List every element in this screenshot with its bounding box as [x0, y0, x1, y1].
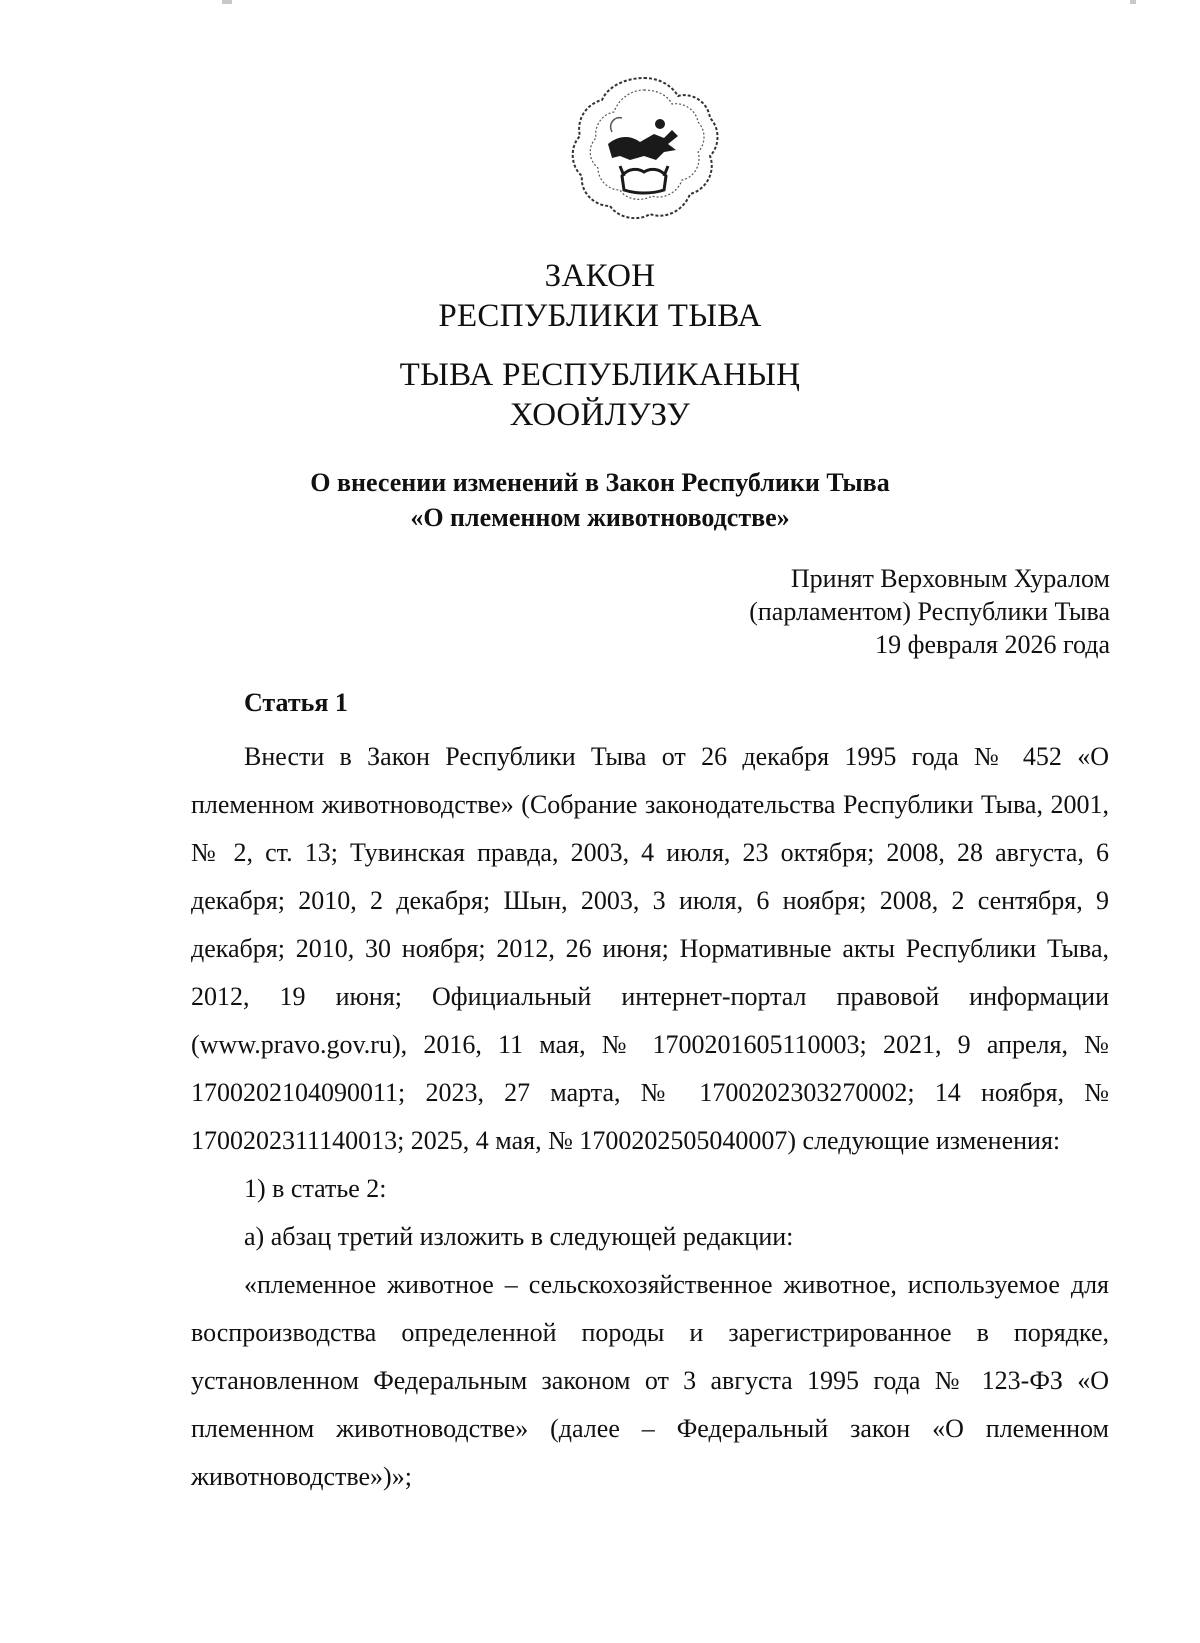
scan-artifact	[222, 0, 232, 4]
adoption-date: 19 февраля 2026 года	[875, 630, 1110, 659]
coat-of-arms-graphic	[568, 72, 720, 224]
article-paragraph: Внести в Закон Республики Тыва от 26 декабря 1995 года № 452 «О племенном животноводстве» (Собрание законодательства Республики Тыва, 2001, № 2, ст. 13; Тувинская правда, 2003, 4 июля, 23 октября; 2008, 28 августа, 6 декабря; 2010, 2 декабря; Шын, 2003, 3 июля, 6 ноября; 2008, 2 сентября, 9 декабря; 2010, 30 ноября; 2012, 26 июня; Нормативные акты Республики Тыва, 2012, 19 июня; Официальный интернет-портал правовой информации (www.pravo.gov.ru), 2016, 11 мая, № 1700201605110003; 2021, 9 апреля, № 1700202104090011; 2023, 27 марта, № 1700202303270002; 14 ноября, № 1700202311140013; 2025, 4 мая, № 1700202505040007) следующие изменения:	[191, 742, 1109, 1155]
scan-artifact	[1130, 0, 1136, 4]
law-subject-line: «О племенном животноводстве»	[410, 503, 790, 532]
law-title-line: ЗАКОН	[544, 258, 656, 294]
law-title-russian	[0, 256, 1200, 336]
adoption-line: Принят Верховным Хуралом	[790, 564, 1110, 593]
law-subject-line: О внесении изменений в Закон Республики Тыва	[310, 468, 890, 497]
law-title-tuvan	[0, 355, 1200, 435]
law-title-line: ХООЙЛУЗУ	[509, 397, 691, 433]
adoption-line: (парламентом) Республики Тыва	[749, 597, 1110, 626]
law-subject	[0, 465, 1200, 535]
article-heading: Статья 1	[244, 688, 348, 717]
law-title-line: ТЫВА РЕСПУБЛИКАНЫҢ	[399, 357, 801, 393]
article-paragraph: «племенное животное – сельскохозяйственное животное, используемое для воспроизводства определенной породы и зарегистрированное в порядке, установленном Федеральным законом от 3 августа 1995 года № 123-ФЗ «О племенном животноводстве» (далее – Федеральный закон «О племенном животноводстве»)»;	[191, 1270, 1109, 1491]
article-body	[191, 733, 1109, 1501]
law-title-line: РЕСПУБЛИКИ ТЫВА	[438, 298, 762, 334]
article-paragraph: а) абзац третий изложить в следующей редакции:	[244, 1222, 794, 1251]
article-paragraph: 1) в статье 2:	[244, 1174, 387, 1203]
coat-of-arms-icon	[568, 72, 720, 224]
adoption-note	[590, 562, 1110, 661]
